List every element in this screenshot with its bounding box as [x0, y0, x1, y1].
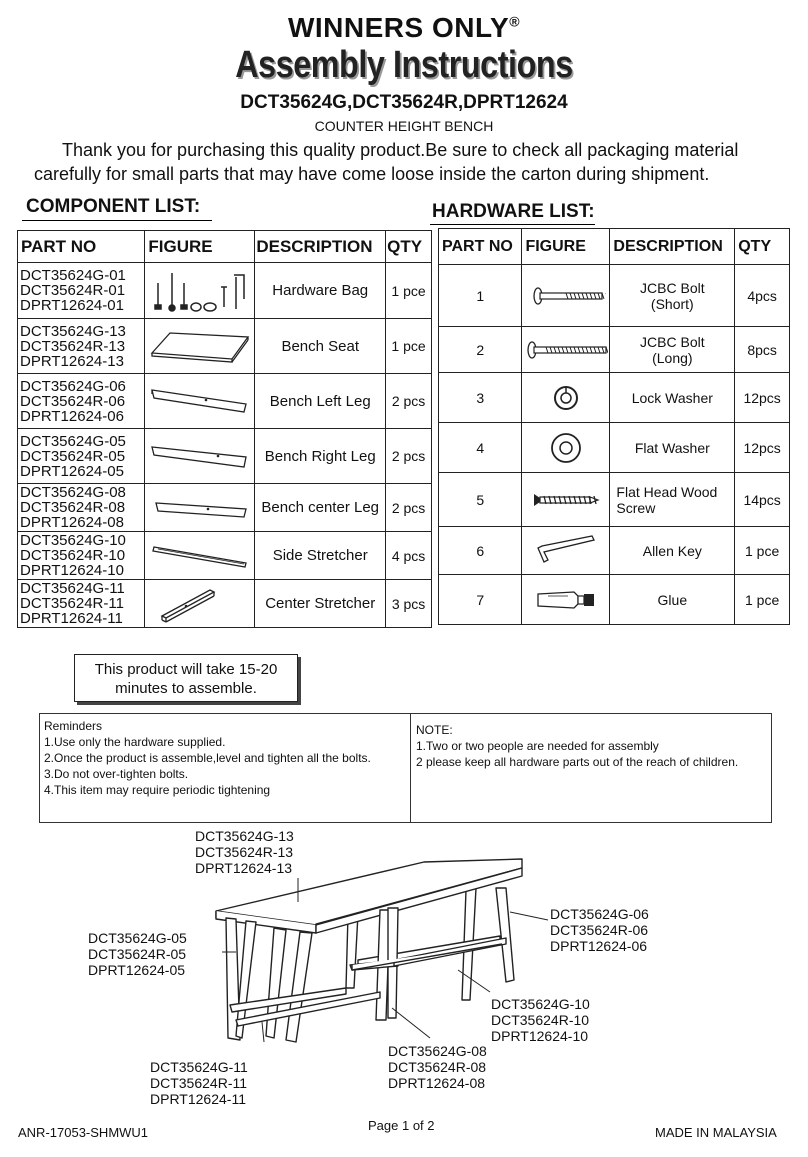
note-item: 2 please keep all hardware parts out of the reach of children. — [416, 755, 739, 769]
part-number: DPRT12624-06 — [20, 407, 124, 425]
header-description: DESCRIPTION — [610, 229, 735, 265]
part-number-cell: 3 — [439, 373, 522, 423]
note-item: 1.Two or two people are needed for assembly — [416, 739, 659, 753]
component-header-row — [18, 231, 432, 263]
part-number: DCT35624R-11 — [20, 595, 124, 612]
document-code: ANR-17053-SHMWU1 — [18, 1125, 149, 1140]
reminders-box — [39, 713, 772, 823]
wood-screw-icon — [530, 491, 602, 509]
table-row — [18, 429, 432, 484]
reminders-section — [44, 718, 410, 798]
description-cell: Flat Washer — [610, 423, 735, 473]
header-figure: FIGURE — [522, 229, 610, 265]
seat-label — [195, 828, 294, 876]
label-line: DCT35624G-11 — [150, 1059, 248, 1075]
center-leg-leader-line — [392, 1008, 430, 1038]
label-line: DPRT12624-08 — [388, 1075, 486, 1091]
lock-washer-figure — [522, 373, 610, 423]
label-line: DCT35624G-06 — [550, 906, 649, 922]
description-cell: Glue — [610, 575, 735, 625]
part-number-cell: 1 — [439, 265, 522, 327]
part-number: DCT35624R-06 — [20, 392, 126, 410]
part-number: DCT35624G-06 — [20, 377, 126, 395]
description-cell: Hardware Bag — [255, 263, 386, 319]
part-number: DCT35624R-01 — [20, 282, 126, 299]
qty-cell: 12pcs — [735, 373, 790, 423]
table-row — [439, 265, 790, 327]
reminder-item: 3.Do not over-tighten bolts. — [44, 767, 189, 781]
label-line: DCT35624R-10 — [491, 1012, 590, 1028]
center-leg-figure — [145, 484, 255, 532]
part-number: DPRT12624-08 — [20, 514, 124, 531]
table-row — [439, 373, 790, 423]
label-line: DCT35624G-13 — [195, 828, 294, 844]
back-far-leg-shape — [496, 888, 514, 982]
table-row — [439, 575, 790, 625]
bench-seat-figure — [145, 319, 255, 374]
right-leg-figure — [145, 429, 255, 484]
qty-cell: 2 pcs — [386, 484, 432, 532]
center-stretcher-label — [150, 1059, 248, 1107]
part-number-cell — [18, 429, 145, 484]
part-number: DCT35624R-05 — [20, 447, 126, 465]
glue-icon — [534, 586, 598, 614]
part-number: DPRT12624-01 — [20, 297, 124, 314]
part-number-cell: 4 — [439, 423, 522, 473]
header-figure: FIGURE — [145, 231, 255, 263]
front-right-leg-shape — [286, 932, 312, 1042]
part-number: DPRT12624-13 — [20, 352, 124, 370]
description-line: (Short) — [650, 295, 694, 312]
part-number: DCT35624G-13 — [20, 322, 126, 340]
description-cell: Bench Right Leg — [255, 429, 386, 484]
hardware-table — [438, 228, 790, 625]
note-title: NOTE: — [416, 723, 453, 737]
description-cell: Bench center Leg — [255, 484, 386, 532]
qty-cell: 1 pce — [735, 527, 790, 575]
label-line: DPRT12624-10 — [491, 1028, 589, 1044]
hardware-bag-icon — [150, 269, 250, 313]
header-part-no: PART NO — [439, 229, 522, 265]
part-number: DCT35624G-01 — [20, 267, 126, 284]
bolt-short-figure — [522, 265, 610, 327]
label-line: DPRT12624-13 — [195, 860, 293, 876]
hardware-header-row — [439, 229, 790, 265]
part-number-cell — [18, 532, 145, 580]
hardware-title-underline — [430, 224, 595, 225]
label-line: DCT35624R-13 — [195, 844, 294, 860]
time-notice-line: This product will take 15-20 — [94, 661, 278, 678]
table-row — [439, 473, 790, 527]
table-row — [439, 423, 790, 473]
allen-key-icon — [534, 534, 598, 568]
right-leg-label — [88, 930, 187, 978]
part-number-cell: 2 — [439, 327, 522, 373]
table-row — [18, 263, 432, 319]
label-line: DCT35624G-05 — [88, 930, 187, 946]
part-number-cell: 7 — [439, 575, 522, 625]
glue-figure — [522, 575, 610, 625]
bolt-long-icon — [524, 340, 608, 360]
description-cell: Bench Seat — [255, 319, 386, 374]
label-line: DPRT12624-11 — [150, 1091, 246, 1107]
part-number-cell: 6 — [439, 527, 522, 575]
side-stretcher-label — [491, 996, 590, 1044]
bolt-long-figure — [522, 327, 610, 373]
description-cell — [610, 265, 735, 327]
part-number: DCT35624G-08 — [20, 484, 126, 501]
left-leg-figure — [145, 374, 255, 429]
left-leg-leader-line — [510, 912, 548, 920]
description-cell: Center Stretcher — [255, 580, 386, 628]
bolt-short-icon — [526, 286, 606, 306]
qty-cell: 1 pce — [386, 263, 432, 319]
intro-line-2: carefully for small parts that may have come loose inside the carton during shipment. — [34, 164, 710, 184]
table-row — [439, 527, 790, 575]
part-number: DCT35624R-08 — [20, 499, 126, 516]
part-number-cell — [18, 580, 145, 628]
qty-cell: 14pcs — [735, 473, 790, 527]
qty-cell: 2 pcs — [386, 374, 432, 429]
reminder-item: 2.Once the product is assemble,level and tighten all the bolts. — [44, 751, 371, 765]
country-of-origin: MADE IN MALAYSIA — [655, 1125, 777, 1140]
qty-cell: 1 pce — [735, 575, 790, 625]
label-line: DCT35624R-05 — [88, 946, 187, 962]
component-title-underline — [22, 220, 212, 221]
part-number-cell — [18, 374, 145, 429]
allen-key-figure — [522, 527, 610, 575]
center-leg-icon — [148, 493, 252, 523]
description-line: Flat Head Wood — [616, 483, 718, 500]
table-row — [439, 327, 790, 373]
part-number-cell — [18, 484, 145, 532]
intro-line-1: Thank you for purchasing this quality product.Be sure to check all packaging material — [62, 140, 739, 160]
header-part-no: PART NO — [18, 231, 145, 263]
note-section — [416, 722, 768, 770]
back-center-leg-shape — [346, 914, 358, 988]
part-number: DCT35624G-05 — [20, 432, 126, 450]
description-line: (Long) — [652, 349, 693, 366]
description-line: Screw — [616, 499, 656, 516]
table-row — [18, 580, 432, 628]
part-number-cell — [18, 319, 145, 374]
part-number: DCT35624G-11 — [20, 580, 125, 597]
qty-cell: 12pcs — [735, 423, 790, 473]
lock-washer-icon — [551, 383, 581, 413]
description-cell: Lock Washer — [610, 373, 735, 423]
description-cell — [610, 473, 735, 527]
label-line: DPRT12624-05 — [88, 962, 186, 978]
center-stretcher-leader-line — [262, 1022, 264, 1042]
reminders-divider — [410, 714, 411, 822]
reminder-item: 1.Use only the hardware supplied. — [44, 735, 226, 749]
header-description: DESCRIPTION — [255, 231, 386, 263]
product-subtitle: COUNTER HEIGHT BENCH — [314, 118, 494, 134]
component-list-title: COMPONENT LIST: — [26, 196, 201, 217]
reminder-item: 4.This item may require periodic tightening — [44, 783, 271, 797]
page-number: Page 1 of 2 — [368, 1118, 435, 1133]
label-line: DCT35624R-06 — [550, 922, 649, 938]
part-number: DCT35624R-10 — [20, 547, 126, 564]
part-number-cell: 5 — [439, 473, 522, 527]
label-line: DCT35624R-11 — [150, 1075, 248, 1091]
header-qty: QTY — [735, 229, 790, 265]
label-line: DCT35624G-10 — [491, 996, 590, 1012]
flat-washer-figure — [522, 423, 610, 473]
registered-mark: ® — [509, 13, 521, 30]
side-stretcher-figure — [145, 532, 255, 580]
side-stretcher-icon — [148, 541, 252, 571]
hardware-list-title: HARDWARE LIST: — [432, 201, 595, 222]
qty-cell: 4 pcs — [386, 532, 432, 580]
left-leg-icon — [148, 384, 252, 418]
table-row — [18, 319, 432, 374]
description-cell — [610, 327, 735, 373]
part-number-cell — [18, 263, 145, 319]
header-qty: QTY — [386, 231, 432, 263]
qty-cell: 4pcs — [735, 265, 790, 327]
hardware-bag-figure — [145, 263, 255, 319]
table-row — [18, 374, 432, 429]
right-leg-icon — [148, 439, 252, 473]
left-leg-label — [550, 906, 649, 954]
part-number: DPRT12624-05 — [20, 462, 124, 480]
qty-cell: 8pcs — [735, 327, 790, 373]
time-notice-line: minutes to assemble. — [115, 680, 257, 697]
description-cell: Bench Left Leg — [255, 374, 386, 429]
description-line: JCBC Bolt — [640, 333, 705, 350]
label-line: DCT35624R-08 — [388, 1059, 487, 1075]
description-cell: Side Stretcher — [255, 532, 386, 580]
table-row — [18, 532, 432, 580]
reminders-title: Reminders — [44, 719, 103, 733]
qty-cell: 2 pcs — [386, 429, 432, 484]
center-leg-label — [388, 1043, 487, 1091]
table-row — [18, 484, 432, 532]
part-number: DCT35624R-13 — [20, 337, 126, 355]
wood-screw-figure — [522, 473, 610, 527]
part-number: DPRT12624-10 — [20, 562, 124, 579]
description-cell: Allen Key — [610, 527, 735, 575]
bench-seat-icon — [148, 327, 252, 365]
brand-name: WINNERS ONLY® — [287, 12, 521, 43]
part-number: DCT35624G-10 — [20, 532, 126, 549]
center-stretcher-icon — [148, 584, 252, 624]
description-line: JCBC Bolt — [640, 279, 705, 296]
assembly-time-notice — [74, 654, 298, 702]
model-numbers: DCT35624G,DCT35624R,DPRT12624 — [240, 92, 568, 113]
intro-text — [34, 138, 807, 186]
qty-cell: 3 pcs — [386, 580, 432, 628]
document-title: Assembly Instructions — [235, 44, 573, 86]
center-stretcher-figure — [145, 580, 255, 628]
qty-cell: 1 pce — [386, 319, 432, 374]
label-line: DCT35624G-08 — [388, 1043, 487, 1059]
component-table — [17, 230, 432, 628]
label-line: DPRT12624-06 — [550, 938, 648, 954]
flat-washer-icon — [549, 431, 583, 465]
part-number: DPRT12624-11 — [20, 610, 123, 627]
